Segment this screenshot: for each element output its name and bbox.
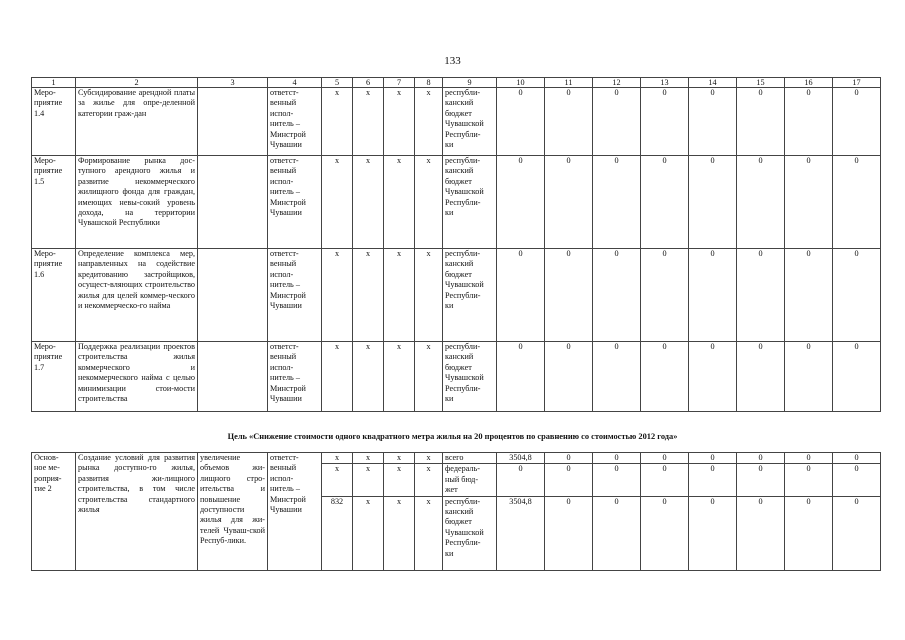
year-value-cell: 0: [545, 249, 593, 342]
year-value-cell: 0: [737, 496, 785, 570]
code-cell: x: [384, 249, 415, 342]
event-name: Меро- приятие 1.4: [34, 88, 63, 118]
column-number-cell: 3: [198, 78, 268, 88]
funding-source: республи- канский бюджет Чувашской Республи- ки: [445, 88, 484, 150]
code-cell: 832: [322, 496, 353, 570]
code-cell: x: [353, 88, 384, 156]
year-value-cell: 0: [833, 496, 881, 570]
event-row: [32, 249, 881, 342]
funding-source-cell: [443, 156, 497, 249]
funding-source-cell: [443, 496, 497, 570]
year-value-cell: 0: [593, 453, 641, 464]
event-description: Определение комплекса мер, направленных на содействие кредитованию застройщиков, осущест-вляющих строительство жилья для целей коммер-ческого и некоммерческо-го найма: [76, 249, 198, 342]
code-cell: x: [353, 453, 384, 464]
code-cell: x: [322, 249, 353, 342]
event-row: [32, 342, 881, 412]
year-value-cell: 0: [833, 464, 881, 496]
column-number-cell: 10: [497, 78, 545, 88]
year-value-cell: 0: [689, 496, 737, 570]
year-value-cell: 0: [593, 249, 641, 342]
main-event-executor: ответст- венный испол- нитель – Минстрой Чувашии: [270, 453, 306, 515]
expected-result-cell: [198, 156, 268, 249]
year-value-cell: 0: [497, 342, 545, 412]
main-event-description: Создание условий для развития рынка доступно-го жилья, развития жи-лищного строительства, в том числе строительства стандартного жилья: [76, 453, 198, 571]
year-value-cell: 0: [641, 464, 689, 496]
code-cell: x: [384, 464, 415, 496]
column-number-cell: 11: [545, 78, 593, 88]
event-name-cell: [32, 249, 76, 342]
year-value-cell: 0: [785, 88, 833, 156]
year-value-cell: 0: [737, 342, 785, 412]
code-cell: x: [415, 496, 443, 570]
column-number-cell: 7: [384, 78, 415, 88]
event-name-cell: [32, 156, 76, 249]
column-number-cell: 15: [737, 78, 785, 88]
code-cell: x: [384, 496, 415, 570]
event-name: Меро- приятие 1.5: [34, 156, 63, 186]
code-cell: x: [415, 156, 443, 249]
code-cell: x: [384, 342, 415, 412]
code-cell: x: [322, 464, 353, 496]
funding-source: всего: [445, 453, 464, 462]
code-cell: x: [353, 496, 384, 570]
year-value-cell: 0: [833, 249, 881, 342]
year-value-cell: 0: [593, 88, 641, 156]
page-number: 133: [444, 55, 461, 67]
year-value-cell: 0: [545, 156, 593, 249]
year-value-cell: 3504,8: [497, 496, 545, 570]
executor-text: ответст- венный испол- нитель – Минстрой Чувашии: [270, 342, 306, 404]
year-value-cell: 0: [785, 156, 833, 249]
year-value-cell: 0: [785, 496, 833, 570]
main-event-row: [32, 453, 881, 464]
funding-source: федераль- ный бюд- жет: [445, 464, 480, 495]
executor-text: ответст- венный испол- нитель – Минстрой Чувашии: [270, 156, 306, 218]
funding-source-cell: [443, 464, 497, 496]
funding-source: республи- канский бюджет Чувашской Республи- ки: [445, 249, 484, 311]
year-value-cell: 0: [593, 342, 641, 412]
year-value-cell: 0: [689, 249, 737, 342]
year-value-cell: 0: [497, 156, 545, 249]
year-value-cell: 0: [593, 156, 641, 249]
main-event-table: [31, 452, 881, 571]
year-value-cell: 0: [641, 249, 689, 342]
column-number-cell: 12: [593, 78, 641, 88]
funding-source: республи- канский бюджет Чувашской Республи- ки: [445, 342, 484, 404]
year-value-cell: 0: [641, 156, 689, 249]
year-value-cell: 0: [641, 342, 689, 412]
main-event-name-cell: [32, 453, 76, 571]
code-cell: x: [415, 453, 443, 464]
column-number-cell: 17: [833, 78, 881, 88]
event-description: Поддержка реализации проектов строительства жилья коммерческого и некоммерческого найма с целью минимизации стои-мости строительства: [76, 342, 198, 412]
code-cell: x: [353, 249, 384, 342]
code-cell: x: [353, 464, 384, 496]
event-description: Формирование рынка дос-тупного арендного жилья и развитие некоммерческого жилищного фонда для граждан, имеющих невы-сокий уровень дохода, на территории Чувашской Республики: [76, 156, 198, 249]
event-name-cell: [32, 88, 76, 156]
main-event-result: увеличение объемов жи-лищного стро-ительства и повышение доступности жилья для жи-телей Чуваш-ской Респуб-лики.: [198, 453, 268, 571]
funding-source: республи- канский бюджет Чувашской Республи- ки: [445, 156, 484, 218]
year-value-cell: 0: [545, 453, 593, 464]
column-number-cell: 6: [353, 78, 384, 88]
expected-result-cell: [198, 249, 268, 342]
executor-cell: [268, 342, 322, 412]
event-row: [32, 88, 881, 156]
column-number-cell: 2: [76, 78, 198, 88]
column-number-cell: 8: [415, 78, 443, 88]
funding-source: республи- канский бюджет Чувашской Республи- ки: [445, 496, 484, 558]
year-value-cell: 0: [737, 88, 785, 156]
funding-source-cell: [443, 249, 497, 342]
executor-cell: [268, 88, 322, 156]
column-number-cell: 4: [268, 78, 322, 88]
year-value-cell: 0: [689, 453, 737, 464]
funding-source-cell: [443, 453, 497, 464]
program-table: [31, 77, 881, 412]
year-value-cell: 3504,8: [497, 453, 545, 464]
year-value-cell: 0: [689, 464, 737, 496]
code-cell: x: [322, 88, 353, 156]
event-name: Меро- приятие 1.6: [34, 249, 63, 279]
event-name: Меро- приятие 1.7: [34, 342, 63, 372]
year-value-cell: 0: [785, 342, 833, 412]
executor-cell: [268, 249, 322, 342]
funding-source-cell: [443, 88, 497, 156]
expected-result-cell: [198, 342, 268, 412]
year-value-cell: 0: [545, 88, 593, 156]
year-value-cell: 0: [641, 88, 689, 156]
executor-text: ответст- венный испол- нитель – Минстрой Чувашии: [270, 249, 306, 311]
event-name-cell: [32, 342, 76, 412]
main-event-executor-cell: [268, 453, 322, 571]
year-value-cell: 0: [785, 453, 833, 464]
column-number-cell: 14: [689, 78, 737, 88]
column-number-cell: 13: [641, 78, 689, 88]
column-number-cell: 1: [32, 78, 76, 88]
year-value-cell: 0: [737, 156, 785, 249]
year-value-cell: 0: [785, 464, 833, 496]
year-value-cell: 0: [641, 453, 689, 464]
code-cell: x: [322, 453, 353, 464]
column-number-cell: 16: [785, 78, 833, 88]
column-number-cell: 9: [443, 78, 497, 88]
code-cell: x: [384, 156, 415, 249]
year-value-cell: 0: [497, 249, 545, 342]
year-value-cell: 0: [737, 464, 785, 496]
year-value-cell: 0: [737, 453, 785, 464]
year-value-cell: 0: [689, 342, 737, 412]
column-number-row: [32, 78, 881, 88]
executor-text: ответст- венный испол- нитель – Минстрой Чувашии: [270, 88, 306, 150]
event-row: [32, 156, 881, 249]
code-cell: x: [415, 249, 443, 342]
year-value-cell: 0: [545, 496, 593, 570]
code-cell: x: [322, 156, 353, 249]
code-cell: x: [415, 88, 443, 156]
year-value-cell: 0: [641, 496, 689, 570]
year-value-cell: 0: [497, 88, 545, 156]
year-value-cell: 0: [833, 342, 881, 412]
funding-source-cell: [443, 342, 497, 412]
code-cell: x: [322, 342, 353, 412]
code-cell: x: [415, 464, 443, 496]
code-cell: x: [415, 342, 443, 412]
year-value-cell: 0: [689, 88, 737, 156]
year-value-cell: 0: [497, 464, 545, 496]
code-cell: x: [353, 342, 384, 412]
year-value-cell: 0: [545, 464, 593, 496]
code-cell: x: [384, 88, 415, 156]
column-number-cell: 5: [322, 78, 353, 88]
event-description: Субсидирование арендной платы за жилье для опре-деленной категории граж-дан: [76, 88, 198, 156]
expected-result-cell: [198, 88, 268, 156]
code-cell: x: [384, 453, 415, 464]
year-value-cell: 0: [593, 496, 641, 570]
year-value-cell: 0: [545, 342, 593, 412]
year-value-cell: 0: [737, 249, 785, 342]
year-value-cell: 0: [833, 156, 881, 249]
year-value-cell: 0: [593, 464, 641, 496]
year-value-cell: 0: [833, 88, 881, 156]
goal-heading: Цель «Снижение стоимости одного квадратного метра жилья на 20 процентов по сравнению со стоимостью 2012 года»: [227, 432, 678, 441]
year-value-cell: 0: [689, 156, 737, 249]
year-value-cell: 0: [833, 453, 881, 464]
main-event-name: Основ- ное ме- роприя- тие 2: [34, 453, 62, 494]
year-value-cell: 0: [785, 249, 833, 342]
code-cell: x: [353, 156, 384, 249]
executor-cell: [268, 156, 322, 249]
